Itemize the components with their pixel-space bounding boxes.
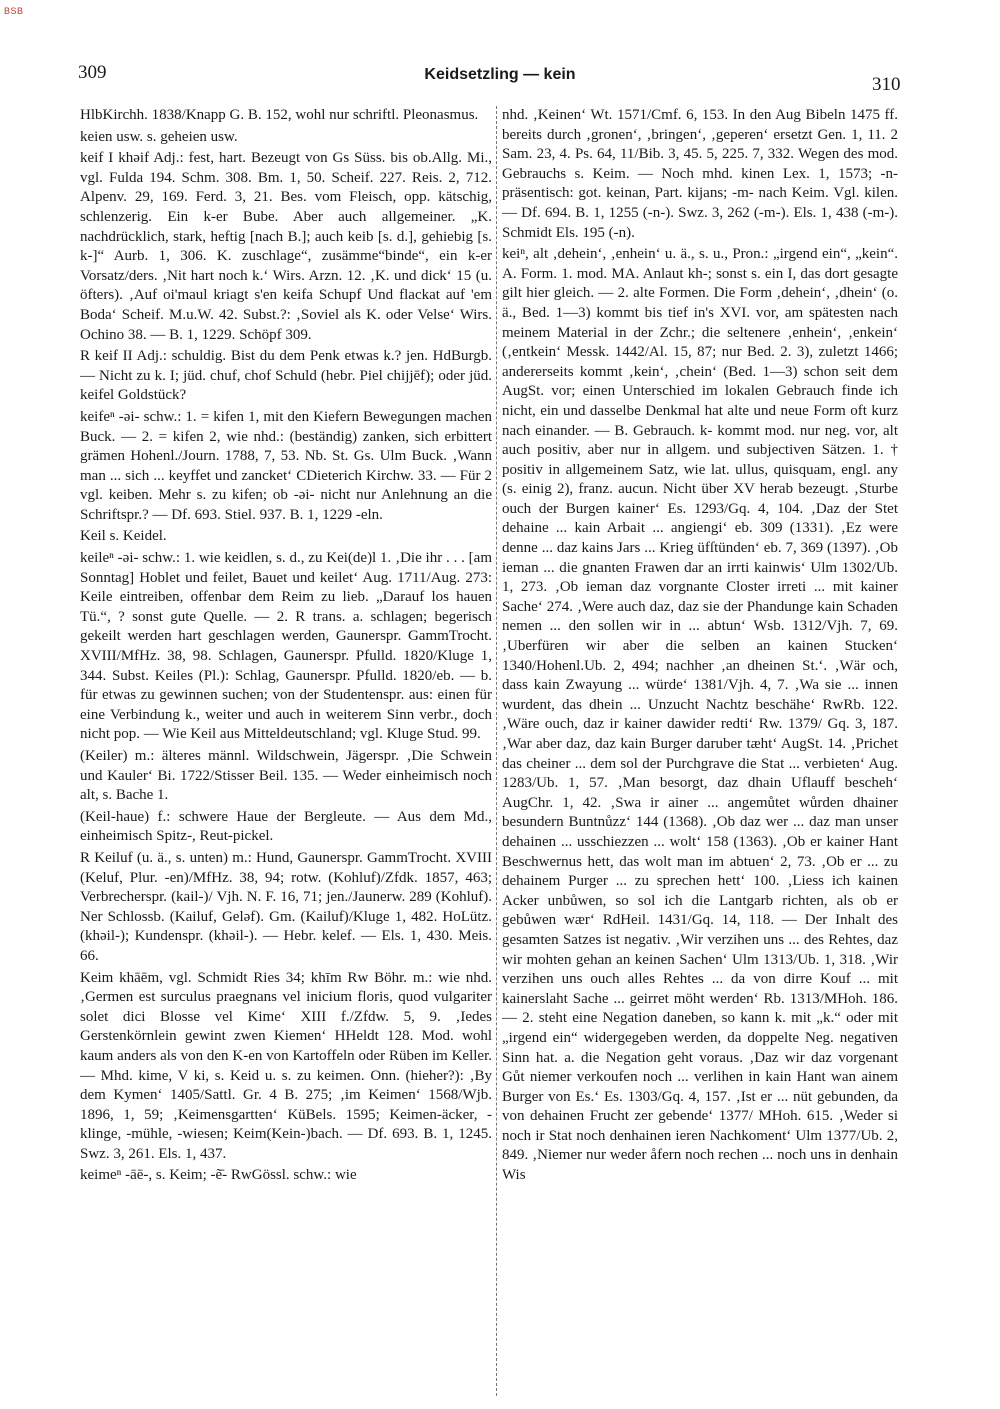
dictionary-entry: R keif II Adj.: schuldig. Bist du dem Penk etwas k.? jen. HdBurgb. — Nicht zu k. I; jüd. chuf, chof Schuld (hebr. Piel chijjēf); oder jüd. keifel Goldstück? [80, 348, 492, 404]
dictionary-entry: Keim khāēm, vgl. Schmidt Ries 34; khīm Rw Böhr. m.: wie nhd. ‚Germen est surculus praegnans vel inicium floris, quod vulgariter solet dici Blosse vel Kime‘ XIII f./Zfdw. 5, 9. ‚Iedes Gerstenkörnlein gewint zwen Kiemen‘ HHeldt 128. Mod. wohl kaum anders als von den K-en von Kartoffeln oder Rüben im Keller. — Mhd. kime, V ki, s. Keid u. s. zu keimen. Onn. (hieher?): ‚By dem Kymen‘ 1405/Sattl. Gr. 4 B. 275; ‚im Keimen‘ 1568/Wjb. 1896, 1, 59; ‚Keimensgartten‘ KüBels. 1595; Keimen-äcker, -klinge, -mühle, -wiesen; Keim(Kein-)bach. — Df. 693. B. 1, 1245. Swz. 3, 261. Els. 1, 437. [80, 969, 492, 1162]
dictionary-entry: keien usw. s. geheien usw. [80, 128, 238, 145]
dictionary-entry: nhd. ‚Keinen‘ Wt. 1571/Cmf. 6, 153. In den Aug Bibeln 1475 ff. bereits durch ‚gronen‘, ‚bringen‘, ‚geperen‘ ersetzt Gen. 1, 11. 2 Sam. 23, 4. Ps. 64, 11/Bib. 3, 45. 5, 225. 7, 332. Wegen des mod. Gebrauchs s. Keim. — Noch mhd. kinen Lex. 1, 1573; -n- präsentisch: got. keinan, Part. kijans; -m- nach Keim. Vgl. kilen. — Df. 694. B. 1, 1255 (-n-). Swz. 3, 262 (-m-). Els. 1, 438 (-m-). Schmidt Els. 195 (-n). [502, 107, 898, 241]
page-number-left: 309 [78, 62, 107, 83]
page-number-right: 310 [872, 74, 901, 95]
dictionary-entry: HlbKirchh. 1838/Knapp G. B. 152, wohl nur schriftl. Pleonasmus. [80, 107, 479, 123]
dictionary-entry: keileⁿ -əi- schw.: 1. wie keidlen, s. d., zu Kei(de)l 1. ‚Die ihr . . . [am Sonntag] Hoblet und feilet, Bauet und keilet‘ Aug. 1711/Aug. 273: Keile eintreiben, offenbar dem Reim zu lieb. „Darauf los hauen Tü.“, ? sonst gute Quelle. — 2. R trans. a. schlagen; begerisch gekeilt werden hart geschlagen werden, Gaunerspr. GammTrocht. XVIII/MfHz. 38, 98. Schlagen, Gaunerspr. Pfulld. 1820/Kluge 1, 344. Subst. Keiles (Pl.): Schlag, Gaunerspr. Pfulld. 1820/eb. — b. für etwas zu gewinnen suchen; von der Studentenspr. aus: einen für eine Verbindung k., weiter und auch in weiterem Sinn verbr., doch nicht pop. — Wie Keil aus Mitteldeutschland; vgl. Kluge Stud. 99. [80, 550, 492, 743]
page-header [0, 58, 1000, 98]
left-column [80, 106, 492, 1396]
library-stamp: BSB [4, 6, 24, 16]
dictionary-entry: Keil s. Keidel. [80, 528, 167, 545]
dictionary-entry: R Keiluf (u. ä., s. unten) m.: Hund, Gaunerspr. GammTrocht. XVIII (Keluf, Plur. -en)/MfHz. 38, 94; rotw. (Kohluf)/Zfdk. 1857, 463; Verbrecherspr. (kail-)/ Vjh. N. F. 16, 71; jen./Jaunerw. 289 (Kohluf). Ner Schlossb. (Kailuf, Geləf). Gm. (Kailuf)/Kluge 1, 482. HoLütz. (khəil-); Kundenspr. (khəil-). — Hebr. kelef. — Els. 1, 430. Meis. 66. [80, 849, 492, 964]
dictionary-entry: keif I khəif Adj.: fest, hart. Bezeugt von Gs Süss. bis ob.Allg. Mi., vgl. Fulda 194. Schm. 308. Bm. 1, 50. Scheif. 227. Reis. 2, 712. Alpenv. 29, 169. Ferd. 3, 21. Bes. vom Fleisch, opp. kätschig, schlenzerig. Ein k-er Bube. Aber auch allgemeiner. „K. nachdrücklich, stark, heftig [nach B.]; auch keib [s. d.], gehiebig [s. k-]“ Aurb. 1, 306. K. zuschlage“, zusämme“binde“, ein k-er Vorsatz/ders. ‚Nit hart noch k.‘ Wirs. Arzn. 12. ‚K. und dick‘ 15 (u. öfters). ‚Auf oi'maul kriagt s'en keifa Schupf Und flackat auf 'em Boda‘ Scheif. M.u.W. 42. Subst.?: ‚Soviel als K. oder Velse‘ Wirs. Ochino 38. — B. 1, 1229. Schöpf 309. [80, 150, 492, 343]
right-column [502, 106, 898, 1396]
dictionary-entry: (Keil-haue) f.: schwere Haue der Bergleute. — Aus dem Md., einheimisch Spitz-, Reut-pickel. [80, 808, 492, 845]
dictionary-entry: keiⁿ, alt ‚dehein‘, ‚enhein‘ u. ä., s. u., Pron.: „irgend ein“, „kein“. A. Form. 1. mod. MA. Anlaut kh-; sonst s. ein I, das dort gesagte gilt hier gleich. — 2. alte Formen. Die Form ‚dehein‘, ‚dhein‘ (o. ä., Bed. 1—3) kommt bis tief in's XVI. vor, am spätesten nach meinem Material in der Zchr.; die seltenere ‚enhein‘, ‚enkein‘ (‚entkein‘ Messk. 1442/Al. 15, 87; nur Bed. 2. 3), zuletzt 1466; andererseits kommt ‚kein‘, ‚chein‘ (Bed. 1—3) schon seit dem AugSt. vor; einen Unterschied im lokalen Gebrauch finde ich nicht, ein und dasselbe Denkmal hat alte und neue Form oft kurz nach einander. — B. Gebrauch. k- kommt mod. nur neg. vor, alt auch positiv, aber nur in allgem. und subjectiven Sätzen. 1. † positiv in allgemeinem Satz, wie lat. ullus, quisquam, engl. any (s. einig 2), franz. aucun. Nicht über XV herab bezeugt. ‚Sturbe ouch der Burgen kainer‘ Es. 1293/Gq. 4, 104. ‚Daz der Stet dehaine ... kain Arbait ... angiengi‘ eb. 309 (1331). ‚Ez were denne ... daz kains Jars ... Krieg üfſtünden‘ eb. 7, 369 (1397). ‚Ob ieman ... die gnanten Frawen dar an irrti kainwis‘ Ulm 1302/Ub. 1, 273. ‚Ob ieman daz vorgnante Closter irreti ... mit kainer Sache‘ 274. ‚Were auch daz, daz sie der Phandunge kain Schaden nemen ... den sollen wir in ... abtun‘ Wsb. 1312/Vjh. 7, 69. ‚Uberfüren wir aber die selben an kainen Stucken‘ 1340/Hohenl.Ub. 2, 494; nachher ‚an dheinen St.‘. ‚Wär och, dass kain Zwayung ... würde‘ 1381/Vjh. 4, 7. ‚Wa sie ... innen wurdent, das dhein ... Unzucht Nachtz beschähe‘ RwRb. 122. ‚Wäre ouch, daz ir kainer dawider redti‘ Rw. 1379/ Gq. 3, 187. ‚War aber daz, daz kain Burger daruber tæht‘ AugSt. 14. ‚Prichet das cheiner ... dem sol der Purchgrave die Stat ... verbieten‘ Aug. 1283/Ub. 1, 57. ‚Man besorgt, daz dhain Uflauff bescheh‘ AugChr. 1, 42. ‚Swa ir ainer ... angemůtet wůrden dhainer besundern Buntnůzz‘ 144 (1368). ‚Ob daz wer ... daz man unser dehainen ... usschiezzen ... wolt‘ 158 (1363). ‚Ob er kainer Hant Beschwernus hett, das wolt man im abtuen‘ 2, 73. ‚Ob er ... zu dehainem Purger ... zu sprechen hett‘ 100. ‚Liess ich kainen Acker unbůwen, so sol ich die Lantgarb richten, als ob er gebůwen wær‘ RdHeil. 1431/Gq. 14, 118. — Der Inhalt des gesamten Satzes ist negativ. ‚Wir verzihen uns ... des Rehtes, daz wir mohten gehan an keinen Sachen‘ Ulm 1313/Ub. 1, 318. ‚Wir verzihen uns ouch alles Rehtes ... da von dirre Kouf ... mit kainerslaht Sache ... geirret möht werden‘ Rb. 1313/MHoh. 186. — 2. steht eine Negation daneben, so kann k. mit „k.“ oder mit „irgend ein“ widergegeben werden, da doppelte Neg. negativen Sinn hat. a. die Negation geht voraus. ‚Daz wir daz vorgenant Gůt niemer verkoufen noch ... verlihen in kain Hant wan ainem Burger von Es.‘ Es. 1303/Gq. 4, 157. ‚Ist er ... nüt gebunden, da von dehainen Frucht zer gebende‘ 1377/ MHoh. 615. ‚Weder si noch ir Stat noch denhainen ieren Nachkoment‘ Ulm 1377/Ub. 2, 849. ‚Niemer nur weder åfern noch rechen ... noch uns in denhain Wis [502, 246, 898, 1184]
dictionary-entry: keifeⁿ -əi- schw.: 1. = kifen 1, mit den Kiefern Bewegungen machen Buck. — 2. = kifen 2, wie nhd.: (beständig) zanken, sich erbittert grämen Hohenl./Journ. 1788, 7, 53. Nb. St. Gs. Ulm Buck. ‚Wann man ... sich ... keyffet und zancket‘ CDieterich Kirchw. 33. — Für 2 vgl. keiben. Mehr s. zu kifen; ob -əi- nicht nur Anlehnung an die Schriftspr.? — Df. 693. Stiel. 937. B. 1, 1229 -eln. [80, 408, 492, 523]
column-divider [496, 106, 497, 1396]
running-title: Keidsetzling — kein [424, 66, 576, 83]
dictionary-entry: keimeⁿ -āē-, s. Keim; -ẽ̄- RwGössl. schw.: wie [80, 1167, 357, 1184]
dictionary-entry: (Keiler) m.: älteres männl. Wildschwein, Jägerspr. ‚Die Schwein und Kauler‘ Bi. 1722/Stisser Beil. 135. — Weder einheimisch noch alt, s. Bache 1. [80, 748, 492, 804]
